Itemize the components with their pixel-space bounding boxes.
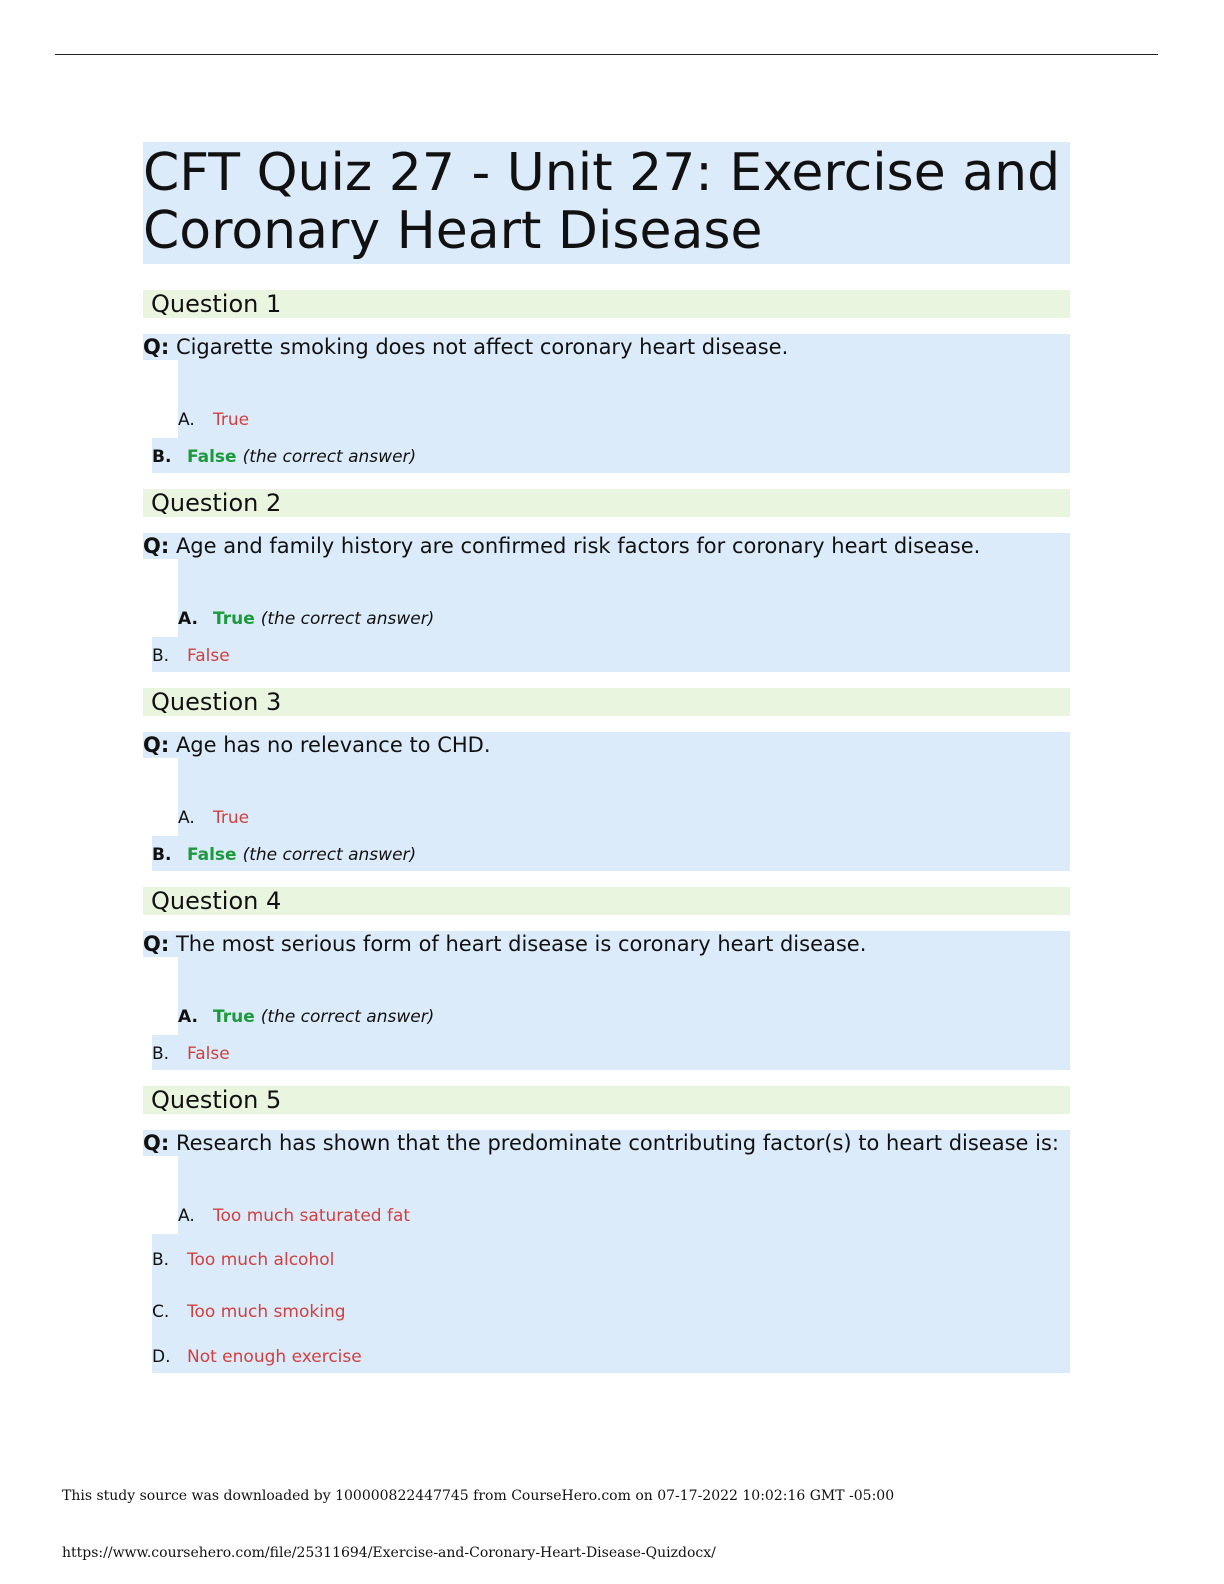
answer-content bbox=[143, 1250, 334, 1270]
answer-text: True bbox=[213, 410, 250, 430]
question-text bbox=[143, 931, 1070, 957]
answer-option bbox=[143, 438, 1070, 473]
page-title: CFT Quiz 27 - Unit 27: Exercise and Coronary Heart Disease bbox=[143, 142, 1070, 264]
correct-answer-note: (the correct answer) bbox=[260, 1007, 435, 1027]
quiz-content bbox=[143, 142, 1070, 1389]
correct-answer-note: (the correct answer) bbox=[260, 609, 435, 629]
question-prefix: Q: bbox=[143, 534, 170, 558]
answer-letter: C. bbox=[152, 1302, 170, 1322]
question-prefix: Q: bbox=[143, 733, 170, 757]
question-block bbox=[143, 1086, 1070, 1373]
answer-content bbox=[143, 1302, 346, 1322]
question-body bbox=[143, 334, 1070, 473]
question-body bbox=[143, 1130, 1070, 1373]
answer-option bbox=[143, 836, 1070, 871]
question-text bbox=[143, 533, 1070, 559]
question-list bbox=[143, 290, 1070, 1373]
answer-text: False bbox=[187, 646, 230, 666]
correct-answer-note: (the correct answer) bbox=[242, 447, 417, 467]
answer-letter: A. bbox=[178, 609, 198, 629]
answer-list bbox=[143, 957, 1070, 1070]
question-heading: Question 2 bbox=[143, 489, 1070, 517]
question-body bbox=[143, 732, 1070, 871]
answer-content bbox=[143, 1007, 434, 1027]
top-rule bbox=[55, 54, 1158, 55]
answer-content bbox=[143, 1206, 410, 1226]
answer-option bbox=[143, 1156, 1070, 1234]
question-body bbox=[143, 931, 1070, 1070]
answer-letter: B. bbox=[152, 845, 172, 865]
question-text bbox=[143, 732, 1070, 758]
answer-list bbox=[143, 559, 1070, 672]
answer-letter: A. bbox=[178, 1007, 198, 1027]
answer-option bbox=[143, 1338, 1070, 1373]
answer-letter: D. bbox=[152, 1347, 171, 1367]
answer-letter: B. bbox=[152, 646, 170, 666]
answer-option bbox=[143, 1234, 1070, 1286]
answer-list bbox=[143, 1156, 1070, 1373]
answer-text: Too much saturated fat bbox=[213, 1206, 411, 1226]
answer-content bbox=[143, 1044, 230, 1064]
answer-text: False bbox=[187, 1044, 230, 1064]
answer-text: Too much alcohol bbox=[187, 1250, 335, 1270]
answer-text: Not enough exercise bbox=[187, 1347, 362, 1367]
answer-list bbox=[143, 758, 1070, 871]
question-block bbox=[143, 688, 1070, 871]
answer-text: True bbox=[213, 808, 250, 828]
question-heading: Question 3 bbox=[143, 688, 1070, 716]
answer-text: False bbox=[187, 845, 237, 865]
answer-content bbox=[143, 845, 416, 865]
answer-text: False bbox=[187, 447, 237, 467]
question-block bbox=[143, 887, 1070, 1070]
question-prompt: Research has shown that the predominate contributing factor(s) to heart disease is: bbox=[175, 1131, 1059, 1155]
answer-content bbox=[143, 808, 249, 828]
answer-content bbox=[143, 410, 249, 430]
answer-content bbox=[143, 609, 434, 629]
answer-option bbox=[143, 758, 1070, 836]
answer-option bbox=[143, 637, 1070, 672]
question-prefix: Q: bbox=[143, 932, 170, 956]
answer-letter: A. bbox=[178, 1206, 195, 1226]
answer-letter: B. bbox=[152, 1250, 170, 1270]
answer-content bbox=[143, 447, 416, 467]
answer-content bbox=[143, 1347, 362, 1367]
question-prefix: Q: bbox=[143, 335, 170, 359]
answer-content bbox=[143, 646, 230, 666]
question-prompt: Age has no relevance to CHD. bbox=[175, 733, 491, 757]
question-prompt: Cigarette smoking does not affect coronary heart disease. bbox=[175, 335, 789, 359]
question-text bbox=[143, 1130, 1070, 1156]
question-block bbox=[143, 489, 1070, 672]
footer-url: https://www.coursehero.com/file/25311694/Exercise-and-Coronary-Heart-Disease-Quizdocx/ bbox=[62, 1545, 716, 1561]
question-text bbox=[143, 334, 1070, 360]
answer-list bbox=[143, 360, 1070, 473]
answer-option bbox=[143, 1286, 1070, 1338]
question-prefix: Q: bbox=[143, 1131, 170, 1155]
answer-option bbox=[143, 360, 1070, 438]
footer-download-note: This study source was downloaded by 100000822447745 from CourseHero.com on 07-17-2022 10:02:16 GMT -05:00 bbox=[62, 1488, 895, 1504]
answer-text: True bbox=[213, 609, 255, 629]
question-body bbox=[143, 533, 1070, 672]
answer-option bbox=[143, 559, 1070, 637]
question-heading: Question 5 bbox=[143, 1086, 1070, 1114]
answer-option bbox=[143, 957, 1070, 1035]
answer-option bbox=[143, 1035, 1070, 1070]
question-heading: Question 4 bbox=[143, 887, 1070, 915]
question-prompt: The most serious form of heart disease is coronary heart disease. bbox=[175, 932, 867, 956]
correct-answer-note: (the correct answer) bbox=[242, 845, 417, 865]
question-block bbox=[143, 290, 1070, 473]
question-prompt: Age and family history are confirmed risk factors for coronary heart disease. bbox=[175, 534, 981, 558]
answer-letter: B. bbox=[152, 1044, 170, 1064]
answer-letter: A. bbox=[178, 808, 195, 828]
answer-text: True bbox=[213, 1007, 255, 1027]
answer-letter: A. bbox=[178, 410, 195, 430]
answer-text: Too much smoking bbox=[187, 1302, 346, 1322]
answer-letter: B. bbox=[152, 447, 172, 467]
question-heading: Question 1 bbox=[143, 290, 1070, 318]
